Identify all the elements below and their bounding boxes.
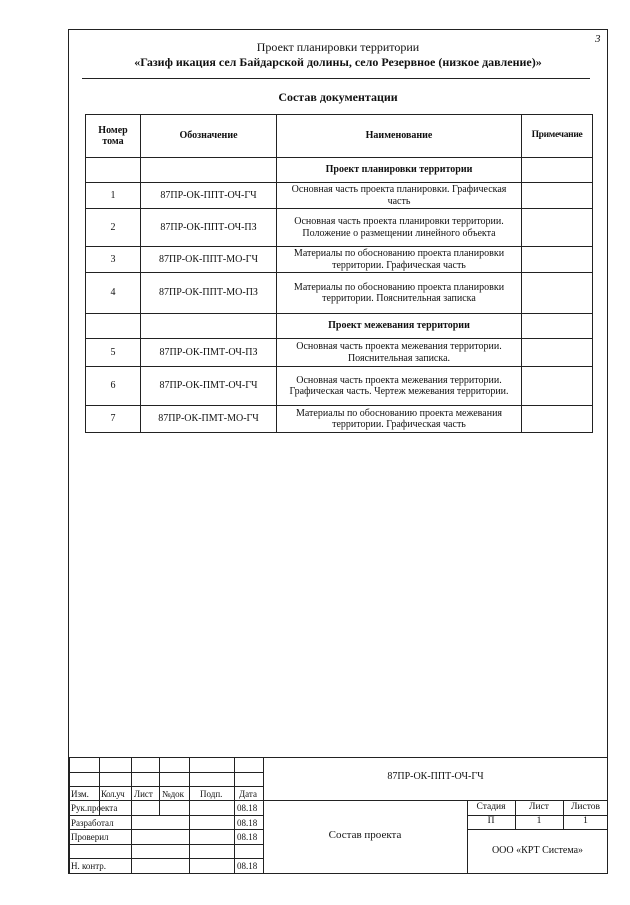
table-row xyxy=(86,183,593,209)
cell-note xyxy=(522,183,593,209)
role-prov: Проверил xyxy=(71,832,109,842)
role-nkontr: Н. контр. xyxy=(71,861,107,871)
cell-name: Основная часть проекта межевания территории. Пояснительная записка. xyxy=(277,339,522,367)
cell-code: 87ПР-ОК-ППТ-ОЧ-ПЗ xyxy=(141,209,277,247)
table-row xyxy=(86,406,593,433)
cell-code: 87ПР-ОК-ПМТ-МО-ГЧ xyxy=(141,406,277,433)
table-header-row xyxy=(86,115,593,158)
cell-name: Материалы по обоснованию проекта планировки территории. Графическая часть xyxy=(277,247,522,273)
table-row xyxy=(86,367,593,406)
section-row xyxy=(86,158,593,183)
project-subtitle: «Газиф икация сел Байдарской долины, село Резервное (низкое давление)» xyxy=(134,55,542,69)
cell-note xyxy=(522,247,593,273)
stage-label: Стадия xyxy=(476,802,506,812)
col-data: Дата xyxy=(239,789,257,799)
table-row xyxy=(86,209,593,247)
company-name: ООО «КРТ Система» xyxy=(491,845,584,856)
table-row xyxy=(86,273,593,314)
doc-title: Состав документации xyxy=(278,90,398,104)
cell-num: 1 xyxy=(86,183,141,209)
project-title: Проект планировки территории xyxy=(256,40,420,54)
cell-code: 87ПР-ОК-ППТ-ОЧ-ГЧ xyxy=(141,183,277,209)
cell-name: Материалы по обоснованию проекта планировки территории. Пояснительная записка xyxy=(277,273,522,314)
cell-num: 3 xyxy=(86,247,141,273)
stage-value: П xyxy=(487,816,495,826)
section-row xyxy=(86,314,593,339)
page-number: 3 xyxy=(595,33,601,45)
header-note: Примечание xyxy=(522,115,593,158)
header-name: Наименование xyxy=(277,115,522,158)
date-prov: 08.18 xyxy=(237,832,258,842)
sheet-value: 1 xyxy=(536,816,542,826)
documentation-table xyxy=(85,114,593,433)
cell-name: Основная часть проекта межевания территории. Графическая часть. Чертеж межевания территории. xyxy=(277,367,522,406)
cell-note xyxy=(522,273,593,314)
header-code: Обозначение xyxy=(141,115,277,158)
doc-name: Состав проекта xyxy=(328,829,402,841)
role-ruk: Рук.проекта xyxy=(71,803,118,813)
role-razr: Разработал xyxy=(71,818,114,828)
cell-name: Основная часть проекта планировки территории. Положение о размещении линейного объекта xyxy=(277,209,522,247)
cell-num: 4 xyxy=(86,273,141,314)
header-num: Номер тома xyxy=(86,115,141,158)
col-izm: Изм. xyxy=(71,789,89,799)
cell-num: 7 xyxy=(86,406,141,433)
col-koluch: Кол.уч xyxy=(101,789,125,799)
cell-num: 2 xyxy=(86,209,141,247)
col-podp: Подп. xyxy=(200,789,223,799)
cell-note xyxy=(522,339,593,367)
section-title: Проект планировки территории xyxy=(277,158,522,183)
cell-num: 5 xyxy=(86,339,141,367)
cell-name: Материалы по обоснованию проекта межевания территории. Графическая часть xyxy=(277,406,522,433)
cell-note xyxy=(522,209,593,247)
sheets-value: 1 xyxy=(583,816,588,826)
date-razr: 08.18 xyxy=(237,818,258,828)
cell-note xyxy=(522,406,593,433)
section-title: Проект межевания территории xyxy=(277,314,522,339)
table-row xyxy=(86,247,593,273)
cell-code: 87ПР-ОК-ППТ-МО-ГЧ xyxy=(141,247,277,273)
sheet-label: Лист xyxy=(529,802,549,812)
cell-code: 87ПР-ОК-ППТ-МО-ПЗ xyxy=(141,273,277,314)
col-ndok: №док xyxy=(162,789,185,799)
cell-code: 87ПР-ОК-ПМТ-ОЧ-ГЧ xyxy=(141,367,277,406)
cell-name: Основная часть проекта планировки. Графическая часть xyxy=(277,183,522,209)
designation: 87ПР-ОК-ППТ-ОЧ-ГЧ xyxy=(387,771,484,782)
header-divider xyxy=(82,78,590,79)
table-row xyxy=(86,339,593,367)
col-list: Лист xyxy=(134,789,153,799)
date-nkontr: 08.18 xyxy=(237,861,258,871)
cell-num: 6 xyxy=(86,367,141,406)
cell-code: 87ПР-ОК-ПМТ-ОЧ-ПЗ xyxy=(141,339,277,367)
cell-note xyxy=(522,367,593,406)
date-ruk: 08.18 xyxy=(237,803,258,813)
sheets-label: Листов xyxy=(570,802,600,812)
title-block xyxy=(69,757,608,874)
